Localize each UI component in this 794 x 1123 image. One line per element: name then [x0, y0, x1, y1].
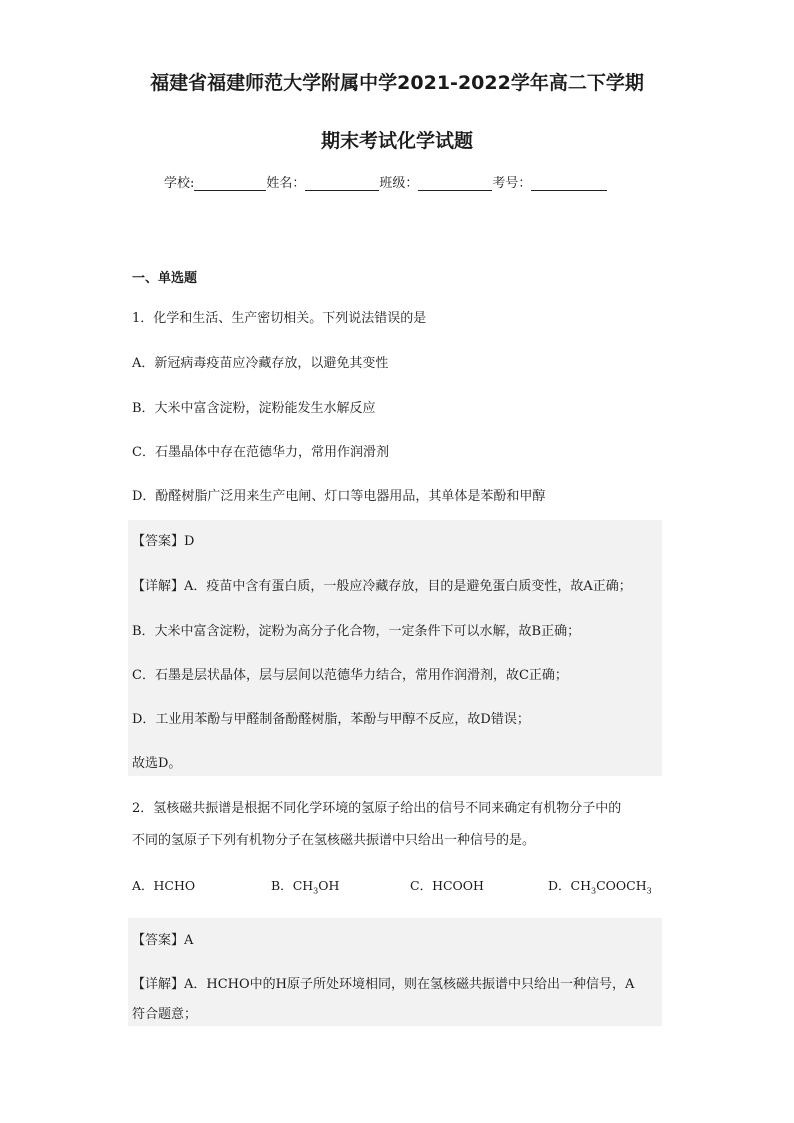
- q2-option-b: [271, 876, 339, 896]
- q2-option-b-prefix: B．: [271, 878, 293, 893]
- q1-option-a: A．新冠病毒疫苗应冷藏存放，以避免其变性: [132, 356, 389, 371]
- exam-title-line1: 福建省福建师范大学附属中学2021-2022学年高二下学期: [150, 72, 644, 94]
- exam-title-line2: 期末考试化学试题: [320, 130, 473, 152]
- q2-option-d-formula-mid: COOCH: [596, 878, 647, 893]
- number-blank[interactable]: [531, 176, 607, 191]
- name-label: 姓名：: [266, 176, 306, 191]
- q1-detail-c: C．石墨是层状晶体，层与层间以范德华力结合，常用作润滑剂，故C正确；: [132, 668, 568, 683]
- q2-option-b-formula-tail: OH: [318, 878, 340, 893]
- q2-option-d: [548, 876, 652, 896]
- q1-detail-d: D．工业用苯酚与甲醛制备酚醛树脂，苯酚与甲醇不反应，故D错误；: [132, 712, 530, 727]
- q1-option-b: B．大米中富含淀粉，淀粉能发生水解反应: [132, 401, 376, 416]
- q1-answer: 【答案】D: [132, 534, 195, 549]
- number-label: 考号：: [492, 176, 532, 191]
- school-blank[interactable]: [194, 176, 266, 191]
- q1-option-d: D．酚醛树脂广泛用来生产电闸、灯口等电器用品，其单体是苯酚和甲醇: [132, 489, 546, 504]
- q2-stem-line1: 2．氢核磁共振谱是根据不同化学环境的氢原子给出的信号不同来确定有机物分子中的: [132, 801, 622, 816]
- q2-answer-block: [128, 918, 662, 1026]
- q2-option-d-prefix: D．: [548, 878, 571, 893]
- q2-option-d-formula-main: CH: [570, 878, 591, 893]
- q1-stem: 1．化学和生活、生产密切相关。下列说法错误的是: [132, 311, 427, 326]
- q2-detail-line2: 符合题意；: [132, 1007, 198, 1022]
- q1-option-c: C．石墨晶体中存在范德华力，常用作润滑剂: [132, 445, 389, 460]
- q2-detail-line1: 【详解】A．HCHO中的H原子所处环境相同，则在氢核磁共振谱中只给出一种信号，A: [132, 977, 635, 992]
- class-blank[interactable]: [418, 176, 492, 191]
- q2-answer: 【答案】A: [132, 933, 194, 948]
- student-info-row: [164, 172, 607, 191]
- q2-stem-line2: 不同的氢原子下列有机物分子在氢核磁共振谱中只给出一种信号的是。: [132, 833, 536, 848]
- class-label: 班级：: [379, 176, 419, 191]
- q1-conclusion: 故选D。: [132, 756, 182, 771]
- name-blank[interactable]: [305, 176, 379, 191]
- q2-option-b-formula-sub: 3: [313, 886, 319, 896]
- q1-answer-block: [128, 520, 662, 776]
- q2-option-d-formula-sub: 3: [591, 886, 597, 896]
- q2-option-d-formula-sub2: 3: [646, 886, 652, 896]
- q1-detail-b: B．大米中富含淀粉，淀粉为高分子化合物，一定条件下可以水解，故B正确；: [132, 624, 581, 639]
- q2-option-b-formula-main: CH: [292, 878, 314, 893]
- section-heading: 一、单选题: [132, 271, 198, 286]
- q2-option-a: A．HCHO: [132, 878, 196, 893]
- q2-option-c: C．HCOOH: [410, 878, 484, 893]
- q1-detail-a: 【详解】A．疫苗中含有蛋白质，一般应冷藏存放，目的是避免蛋白质变性，故A正确；: [132, 579, 632, 594]
- school-label: 学校:: [164, 176, 195, 191]
